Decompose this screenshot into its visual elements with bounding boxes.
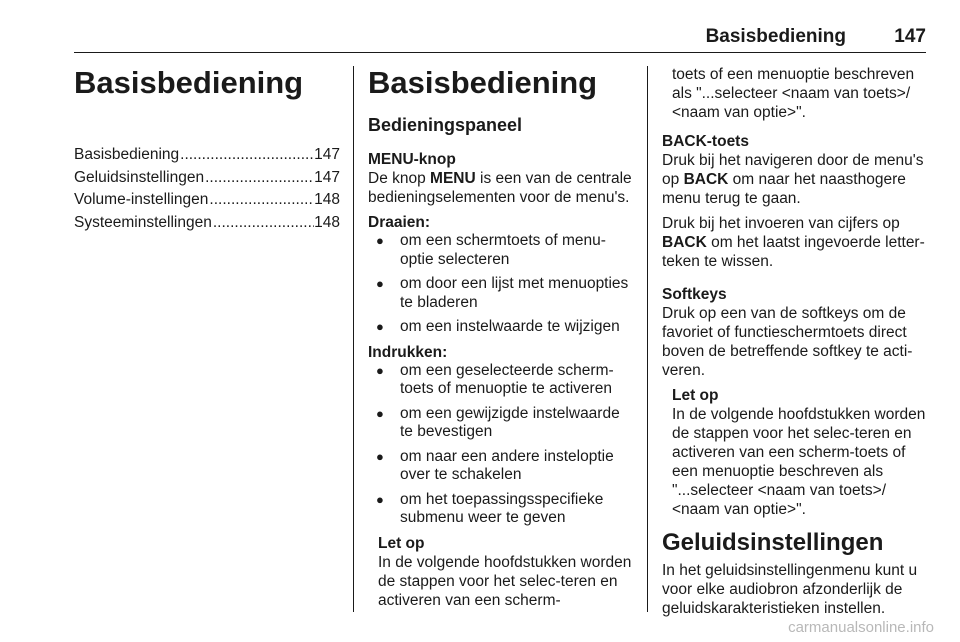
note-text: In de volgende hoofdstukken worden de stappen voor het selec-teren en activeren van een scherm- [378,553,632,609]
note-block [368,534,633,610]
back-text-2: Druk bij het invoeren van cijfers op BACK om het laatst ingevoerde letter-teken te wissen. [662,215,925,270]
toc-entry-page: 148 [314,191,340,208]
menu-knop-text: De knop MENU is een van de centrale bedieningselementen voor de menu's. [368,170,632,206]
list-item: ● om het toepassingsspecifieke submenu weer te geven [368,491,633,528]
page-number: 147 [894,26,926,47]
list-item: ● om een gewijzigde instelwaarde te bevestigen [368,405,633,442]
column-divider [353,66,354,612]
note-continuation: toets of een menuoptie beschreven als "...selecteer <naam van toets>/ <naam van optie>". [672,66,915,121]
softkeys-heading: Softkeys [662,286,727,303]
toc-entry-label: Systeeminstellingen [74,213,212,231]
toc-entry-page: 147 [314,168,340,186]
back-text-1: Druk bij het navigeren door de menu's op BACK om naar het naasthogere menu terug te gaan. [662,152,924,207]
menu-knop-heading: MENU-knop [368,151,456,168]
note-text: In de volgende hoofdstukken worden de stappen voor het selec-teren en activeren van een scherm-toets of een menuoptie beschreven als "...selecteer <naam van toets>/ <naam van optie>". [672,406,926,518]
left-column [74,66,340,234]
list-item: ● om een instelwaarde te wijzigen [368,318,633,337]
list-item: ● om naar een andere insteloptie over te schakelen [368,448,633,485]
geluidsinstellingen-text: In het geluidsinstellingenmenu kunt u voor elke audiobron afzonderlijk de geluidskarakteristieken instellen. [662,562,918,617]
subsection-heading: Bedieningspaneel [368,115,523,135]
running-header-title: Basisbediening [705,26,846,47]
indrukken-list [368,362,633,528]
softkeys-text: Druk op een van de softkeys om de favoriet of functieschermtoets direct boven de betreffende softkey te acti-veren. [662,305,913,379]
toc-entry-label: Geluidsinstellingen [74,168,205,186]
toc-entry[interactable] [74,189,340,212]
list-item: ● om een geselecteerde scherm-toets of menuoptie te activeren [368,362,633,399]
toc-entry-page: 148 [314,213,340,231]
note-heading: Let op [672,387,719,404]
back-toets-heading: BACK-toets [662,133,749,150]
toc-leader [212,212,314,235]
chapter-title: Basisbediening [74,65,304,100]
toc-leader [208,189,314,212]
note-block [662,386,928,519]
right-column [662,65,928,624]
toc-entry-page: 147 [314,146,340,163]
page-header [74,24,926,53]
toc-entry-label: Basisbediening [74,146,180,163]
indrukken-heading: Indrukken: [368,343,448,361]
toc-leader [204,167,314,190]
note-heading: Let op [378,534,425,552]
toc-entry-label: Volume-instellingen [74,191,209,208]
toc-leader [179,144,314,167]
middle-column [368,66,633,610]
table-of-contents [74,144,340,234]
draaien-heading: Draaien: [368,214,431,231]
toc-entry[interactable] [74,167,340,190]
draaien-list [368,232,633,337]
column-divider [647,66,648,612]
toc-entry[interactable] [74,144,340,167]
list-item: ● om door een lijst met menuopties te bladeren [368,275,633,312]
watermark: carmanualsonline.info [788,619,934,636]
section-title: Basisbediening [368,65,598,100]
geluidsinstellingen-heading: Geluidsinstellingen [662,529,884,556]
list-item: ● om een schermtoets of menu-optie selecteren [368,232,633,269]
toc-entry[interactable] [74,212,340,235]
